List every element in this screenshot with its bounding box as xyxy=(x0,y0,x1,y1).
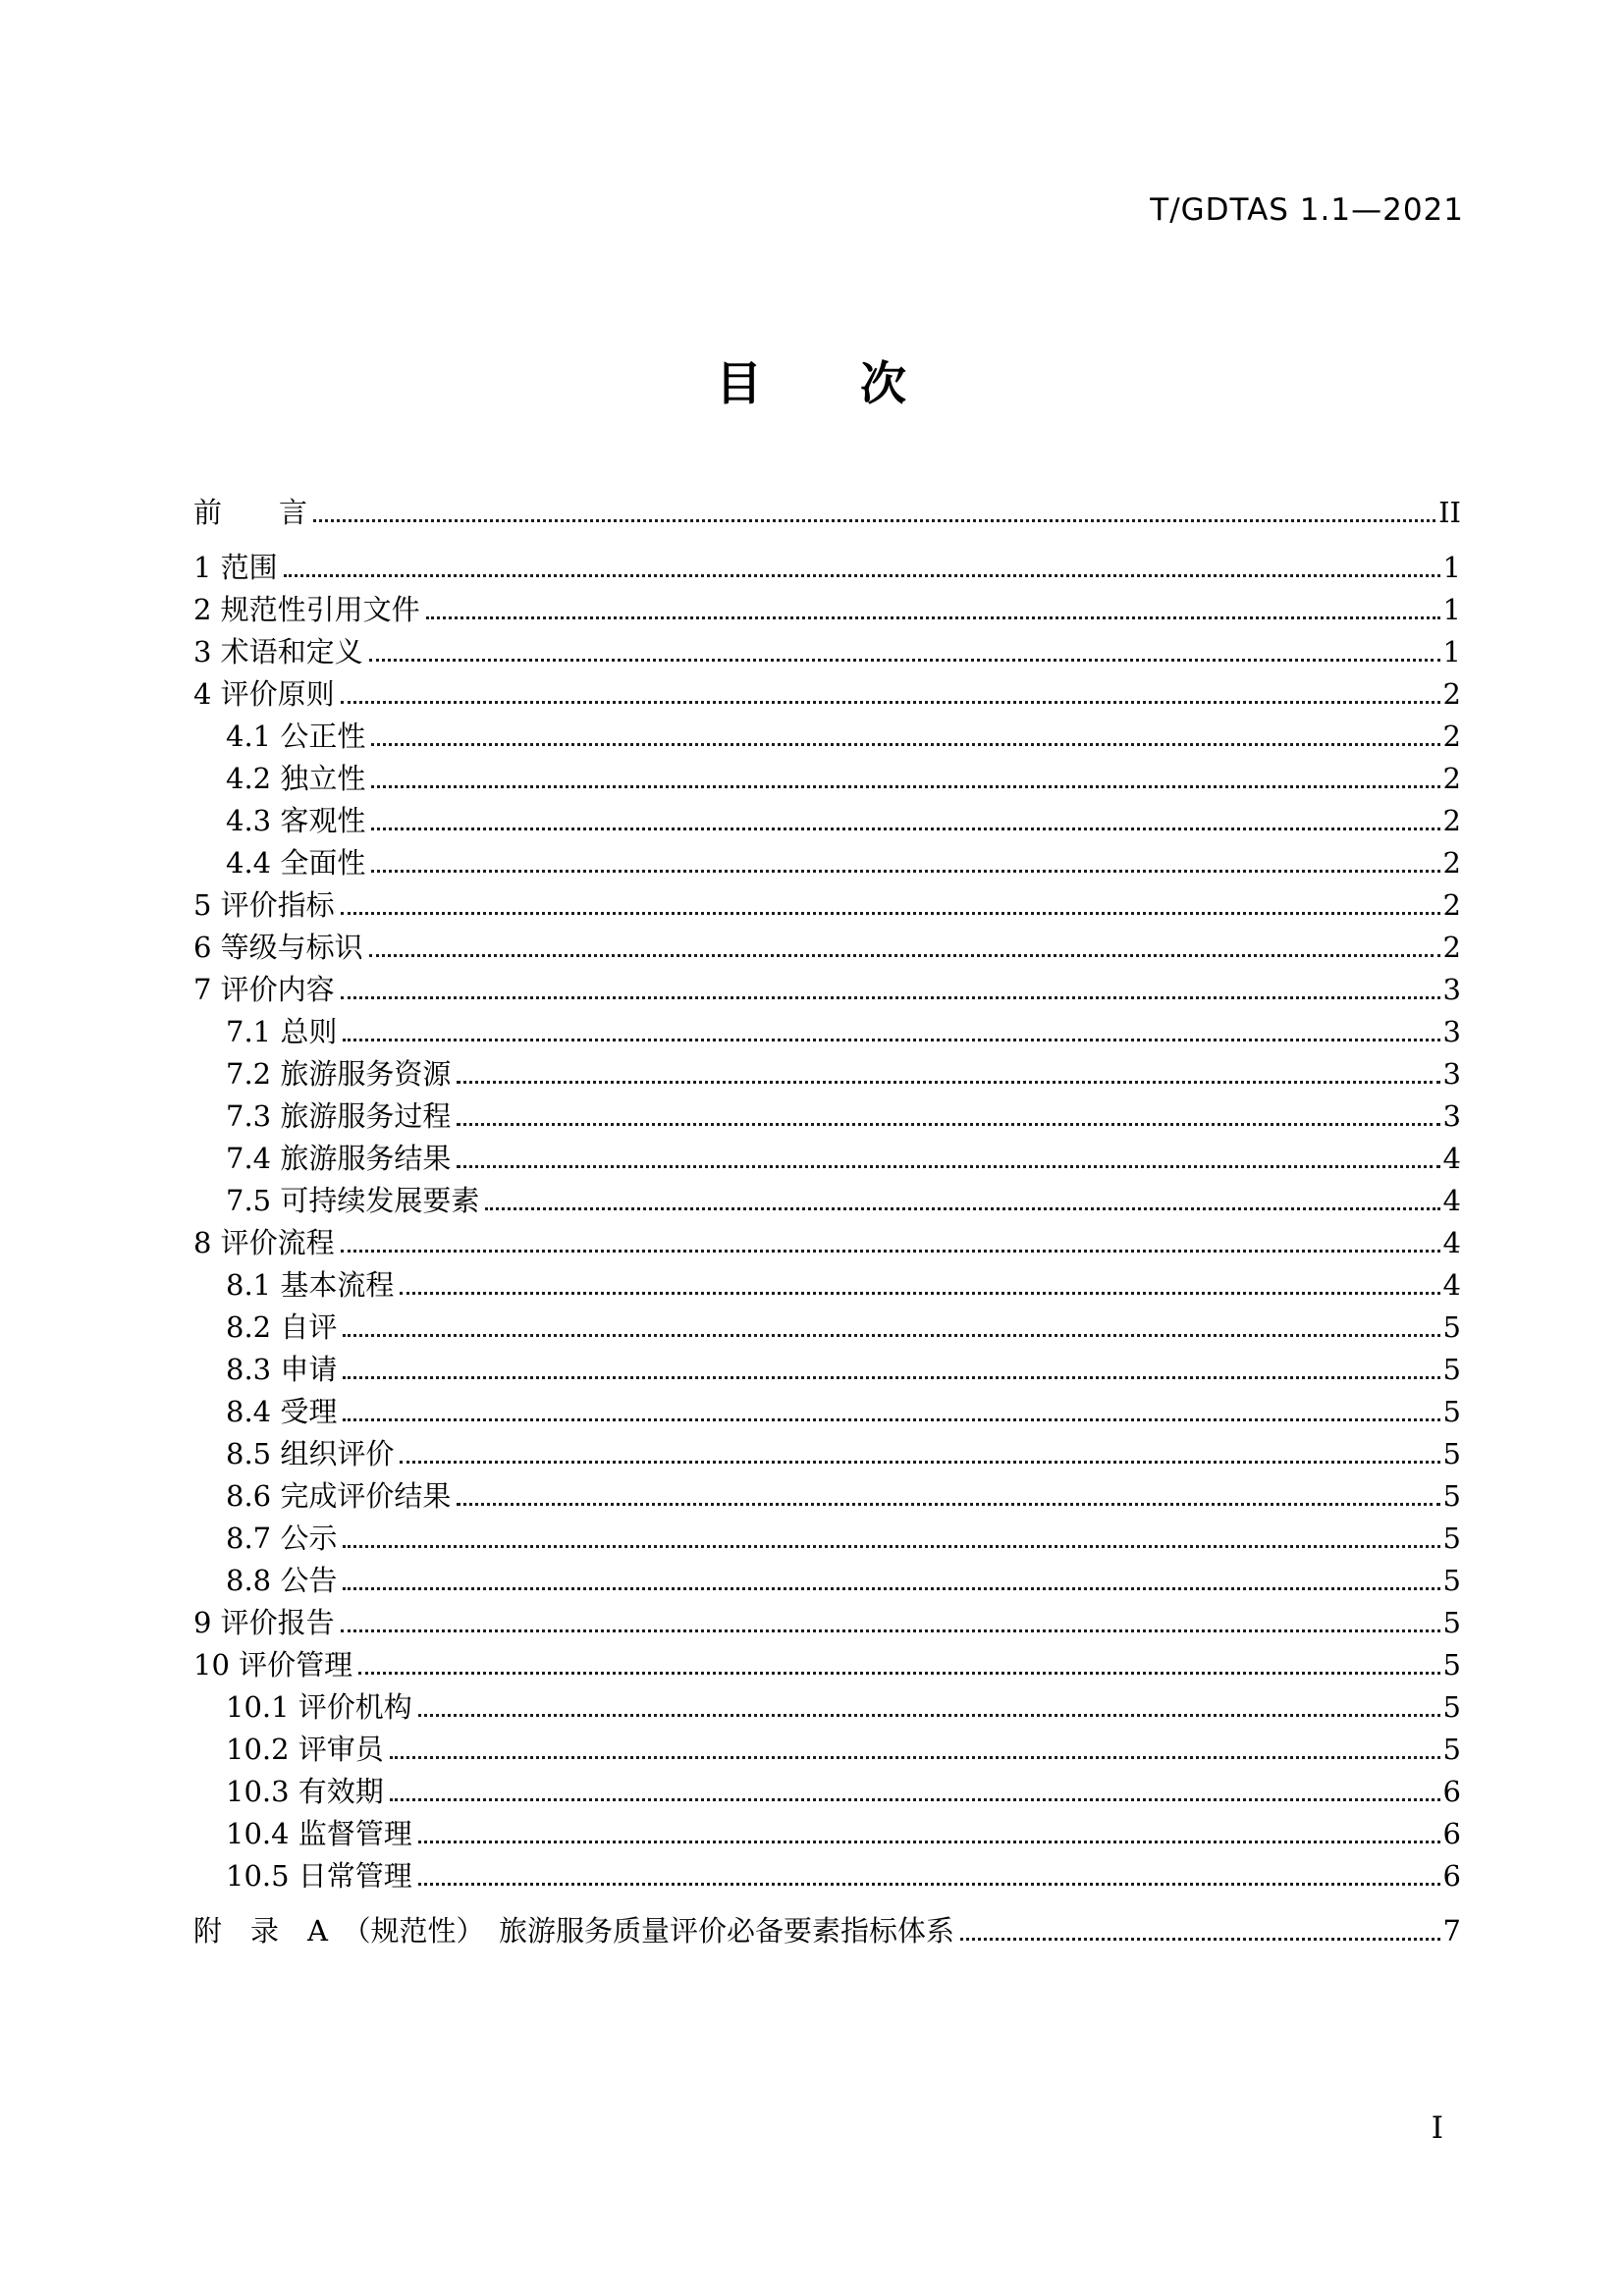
toc-entry xyxy=(193,1598,1461,1640)
toc-leader-dots xyxy=(313,519,1435,522)
toc-entry-label: 5 评价指标 xyxy=(193,888,335,922)
toc-entry-label: 10 评价管理 xyxy=(193,1648,353,1682)
toc-entry xyxy=(193,881,1461,923)
toc-entry-page: 5 xyxy=(1442,1479,1461,1513)
toc-entry-label: 7.2 旅游服务资源 xyxy=(226,1057,452,1091)
toc-entry xyxy=(193,627,1461,669)
toc-entry-page: 5 xyxy=(1442,1353,1461,1386)
toc-entry xyxy=(193,585,1461,627)
toc-leader-dots xyxy=(390,1756,1440,1759)
toc-entry xyxy=(193,838,1461,881)
toc-entry-label: 6 等级与标识 xyxy=(193,931,363,964)
toc-entry-label: 10.4 监督管理 xyxy=(226,1817,412,1850)
page-number-footer: I xyxy=(1431,2110,1443,2146)
toc-entry-page: 3 xyxy=(1442,973,1461,1006)
page-title: 目 次 xyxy=(716,357,908,411)
toc-leader-dots xyxy=(418,1841,1440,1843)
toc-leader-dots xyxy=(343,1418,1439,1421)
toc-entry-label: 4.2 独立性 xyxy=(226,762,366,795)
toc-entry-label: 10.3 有效期 xyxy=(226,1775,384,1808)
toc-entry xyxy=(193,1906,1461,1949)
toc-entry-label: 1 范围 xyxy=(193,551,278,584)
toc-leader-dots xyxy=(371,870,1439,873)
toc-entry xyxy=(193,1049,1461,1092)
toc-leader-dots xyxy=(343,1039,1439,1041)
toc-entry-page: 4 xyxy=(1442,1268,1461,1302)
toc-list xyxy=(193,488,1461,1949)
toc-leader-dots xyxy=(390,1798,1440,1801)
toc-entry-label: 3 术语和定义 xyxy=(193,635,363,668)
toc-entry-label: 附 录 A （规范性） 旅游服务质量评价必备要素指标体系 xyxy=(193,1914,954,1948)
toc-entry-label: 8 评价流程 xyxy=(193,1226,335,1259)
toc-entry-page: 5 xyxy=(1442,1310,1461,1344)
toc-entry xyxy=(193,712,1461,754)
toc-leader-dots xyxy=(343,1545,1439,1548)
toc-entry xyxy=(193,1725,1461,1767)
toc-entry-page: 2 xyxy=(1442,931,1461,964)
toc-entry-label: 前 言 xyxy=(193,496,308,529)
toc-entry-label: 7 评价内容 xyxy=(193,973,335,1006)
toc-entry-label: 2 规范性引用文件 xyxy=(193,593,420,626)
toc-leader-dots xyxy=(485,1207,1439,1210)
toc-entry xyxy=(193,1387,1461,1429)
toc-entry xyxy=(193,1092,1461,1134)
toc-leader-dots xyxy=(457,1503,1439,1506)
toc-entry-label: 7.1 总则 xyxy=(226,1015,338,1048)
toc-entry xyxy=(193,1176,1461,1218)
toc-entry xyxy=(193,669,1461,712)
toc-leader-dots xyxy=(369,659,1440,662)
toc-entry-label: 4 评价原则 xyxy=(193,677,335,711)
toc-entry xyxy=(193,1640,1461,1682)
toc-leader-dots xyxy=(400,1292,1439,1295)
toc-entry-label: 8.6 完成评价结果 xyxy=(226,1479,452,1513)
toc-leader-dots xyxy=(343,1587,1439,1590)
toc-entry-page: 2 xyxy=(1442,720,1461,753)
toc-entry-label: 7.5 可持续发展要素 xyxy=(226,1184,480,1217)
toc-entry-label: 7.4 旅游服务结果 xyxy=(226,1142,452,1175)
standard-number-header: T/GDTAS 1.1—2021 xyxy=(1150,192,1464,228)
toc-entry-page: 6 xyxy=(1442,1859,1461,1893)
toc-leader-dots xyxy=(369,954,1440,957)
toc-entry-page: II xyxy=(1438,496,1461,529)
toc-leader-dots xyxy=(341,996,1440,999)
toc-entry-page: 7 xyxy=(1442,1914,1461,1948)
toc-entry-page: 2 xyxy=(1442,846,1461,880)
toc-entry xyxy=(193,1429,1461,1471)
toc-entry xyxy=(193,488,1461,530)
toc-leader-dots xyxy=(341,1629,1440,1632)
toc-leader-dots xyxy=(418,1714,1440,1717)
toc-entry xyxy=(193,1556,1461,1598)
toc-leader-dots xyxy=(371,828,1439,830)
toc-entry-label: 7.3 旅游服务过程 xyxy=(226,1099,452,1133)
toc-entry-page: 5 xyxy=(1442,1522,1461,1555)
toc-entry-page: 2 xyxy=(1442,804,1461,837)
toc-entry-page: 5 xyxy=(1442,1395,1461,1428)
toc-entry-label: 4.3 客观性 xyxy=(226,804,366,837)
toc-leader-dots xyxy=(457,1081,1439,1084)
toc-entry-page: 6 xyxy=(1442,1817,1461,1850)
toc-leader-dots xyxy=(341,1250,1440,1253)
toc-entry xyxy=(193,1303,1461,1345)
toc-leader-dots xyxy=(371,785,1439,788)
toc-entry-label: 8.5 组织评价 xyxy=(226,1437,395,1470)
toc-leader-dots xyxy=(400,1461,1439,1464)
toc-leader-dots xyxy=(341,701,1440,704)
toc-entry xyxy=(193,1809,1461,1851)
toc-entry xyxy=(193,1260,1461,1303)
toc-entry-label: 10.2 评审员 xyxy=(226,1733,384,1766)
toc-leader-dots xyxy=(343,1376,1439,1379)
toc-leader-dots xyxy=(418,1883,1440,1886)
toc-entry-page: 3 xyxy=(1442,1015,1461,1048)
toc-entry-page: 4 xyxy=(1442,1142,1461,1175)
toc-leader-dots xyxy=(457,1165,1439,1168)
toc-entry-page: 2 xyxy=(1442,677,1461,711)
toc-entry xyxy=(193,1134,1461,1176)
toc-entry-label: 8.2 自评 xyxy=(226,1310,338,1344)
toc-entry-page: 4 xyxy=(1442,1226,1461,1259)
toc-entry-page: 1 xyxy=(1442,551,1461,584)
toc-entry xyxy=(193,796,1461,838)
toc-entry xyxy=(193,1851,1461,1894)
toc-leader-dots xyxy=(457,1123,1439,1126)
toc-leader-dots xyxy=(341,912,1440,915)
toc-entry-label: 10.5 日常管理 xyxy=(226,1859,412,1893)
toc-entry-page: 2 xyxy=(1442,888,1461,922)
toc-leader-dots xyxy=(426,616,1440,619)
toc-entry-label: 8.4 受理 xyxy=(226,1395,338,1428)
toc-entry xyxy=(193,1218,1461,1260)
toc-entry-label: 8.7 公示 xyxy=(226,1522,338,1555)
toc-entry-page: 1 xyxy=(1442,635,1461,668)
toc-entry-page: 5 xyxy=(1442,1437,1461,1470)
toc-entry-label: 4.1 公正性 xyxy=(226,720,366,753)
toc-entry xyxy=(193,965,1461,1007)
toc-leader-dots xyxy=(284,574,1440,577)
toc-entry xyxy=(193,1471,1461,1514)
toc-entry-page: 3 xyxy=(1442,1057,1461,1091)
toc-leader-dots xyxy=(343,1334,1439,1337)
toc-leader-dots xyxy=(371,743,1439,746)
toc-entry-page: 5 xyxy=(1442,1690,1461,1724)
toc-entry xyxy=(193,1682,1461,1725)
toc-entry-page: 5 xyxy=(1442,1564,1461,1597)
toc-entry xyxy=(193,754,1461,796)
toc-entry-page: 5 xyxy=(1442,1606,1461,1639)
toc-entry-page: 5 xyxy=(1442,1648,1461,1682)
toc-entry-page: 4 xyxy=(1442,1184,1461,1217)
toc-leader-dots xyxy=(358,1672,1439,1675)
toc-entry-page: 3 xyxy=(1442,1099,1461,1133)
toc-entry-label: 8.8 公告 xyxy=(226,1564,338,1597)
toc-entry-label: 9 评价报告 xyxy=(193,1606,335,1639)
toc-entry-label: 8.1 基本流程 xyxy=(226,1268,395,1302)
toc-entry-label: 8.3 申请 xyxy=(226,1353,338,1386)
toc-entry-page: 6 xyxy=(1442,1775,1461,1808)
toc-leader-dots xyxy=(960,1938,1440,1941)
toc-entry-page: 5 xyxy=(1442,1733,1461,1766)
toc-entry xyxy=(193,543,1461,585)
toc-entry-page: 1 xyxy=(1442,593,1461,626)
toc-entry xyxy=(193,1345,1461,1387)
toc-entry-label: 4.4 全面性 xyxy=(226,846,366,880)
toc-entry-page: 2 xyxy=(1442,762,1461,795)
toc-entry xyxy=(193,1767,1461,1809)
toc-entry xyxy=(193,1007,1461,1049)
toc-entry xyxy=(193,923,1461,965)
toc-entry-label: 10.1 评价机构 xyxy=(226,1690,412,1724)
toc-entry xyxy=(193,1514,1461,1556)
